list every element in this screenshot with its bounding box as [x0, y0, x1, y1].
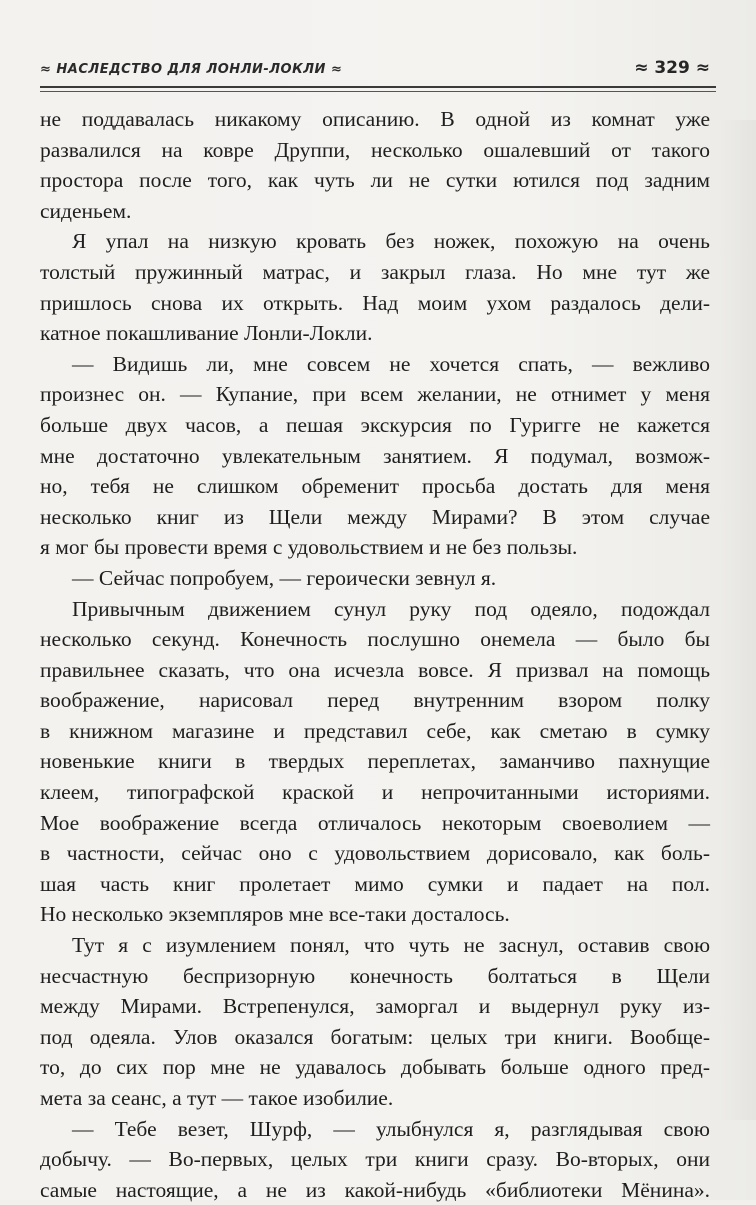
text-line: простора после того, как чуть ли не сутки ютился под задним	[40, 168, 710, 193]
text-line: новенькие книги в твердых переплетах, заманчиво пахнущие	[40, 749, 710, 774]
text-line: Мое воображение всегда отличалось некоторым своеволием —	[40, 810, 710, 835]
body-text	[40, 104, 710, 1205]
text-line: не поддавалась никакому описанию. В одной из комнат уже	[40, 107, 710, 131]
header-rule-thin	[40, 91, 716, 92]
text-line: катное покашливание Лонли-Локли.	[40, 321, 373, 346]
text-line: Тут я с изумлением понял, что чуть не заснул, оставив свою	[72, 933, 710, 958]
text-line: толстый пружинный матрас, и закрыл глаза. Но мне тут же	[40, 259, 710, 284]
text-line: пришлось снова их открыть. Над моим ухом раздалось дели-	[40, 290, 710, 315]
text-line: развалился на ковре Друппи, несколько ошалевший от такого	[40, 137, 710, 162]
text-line: мне достаточно увлекательным занятием. Я подумал, возмож-	[40, 443, 710, 468]
text-line: произнес он. — Купание, при всем желании, не отнимет у меня	[40, 382, 710, 407]
text-line: между Мирами. Встрепенулся, заморгал и выдернул руку из-	[40, 994, 710, 1019]
text-line: — Тебе везет, Шурф, — улыбнулся я, разглядывая свою	[72, 1116, 710, 1141]
running-head: ≈ НАСЛЕДСТВО ДЛЯ ЛОНЛИ-ЛОКЛИ ≈	[40, 62, 343, 77]
text-line: Но несколько экземпляров мне все-таки досталось.	[40, 902, 510, 927]
header-rule	[40, 86, 716, 88]
text-line: правильнее сказать, что она исчезла вовсе. Я призвал на помощь	[40, 657, 710, 682]
text-line: добычу. — Во-первых, целых три книги сразу. Во-вторых, они	[40, 1147, 710, 1172]
text-line: — Видишь ли, мне совсем не хочется спать, — вежливо	[72, 351, 710, 376]
text-line: больше двух часов, а пешая экскурсия по Гуригге не кажется	[40, 412, 710, 437]
text-line: воображение, нарисовал перед внутренним взором полку	[40, 688, 710, 713]
text-line: то, до сих пор мне не удавалось добывать больше одного пред-	[40, 1055, 710, 1080]
text-line: под одеяла. Улов оказался богатым: целых три книги. Вообще-	[40, 1024, 710, 1049]
text-line: несколько книг из Щели между Мирами? В этом случае	[40, 504, 710, 529]
page-number: ≈ 329 ≈	[634, 58, 710, 78]
text-line: в частности, сейчас оно с удовольствием дорисовало, как боль-	[40, 841, 710, 866]
text-line: Привычным движением сунул руку под одеяло, подождал	[72, 596, 710, 621]
page-edge-shadow	[716, 120, 756, 1120]
text-line: самые настоящие, а не из какой-нибудь «библиотеки Мёнина».	[40, 1177, 710, 1202]
page-header	[40, 56, 716, 96]
text-line: — Сейчас попробуем, — героически зевнул я.	[72, 565, 497, 590]
text-line: я мог бы провести время с удовольствием и не без пользы.	[40, 535, 578, 560]
text-line: шая часть книг пролетает мимо сумки и падает на пол.	[40, 871, 710, 896]
text-line: несчастную беспризорную конечность болтаться в Щели	[40, 963, 710, 988]
text-line: в книжном магазине и представил себе, как сметаю в сумку	[40, 718, 710, 743]
text-line: но, тебя не слишком обременит просьба достать для меня	[40, 474, 710, 499]
text-line: клеем, типографской краской и непрочитанными историями.	[40, 780, 710, 805]
text-line: Я упал на низкую кровать без ножек, похожую на очень	[72, 229, 710, 254]
text-line: сиденьем.	[40, 198, 132, 223]
text-line: несколько секунд. Конечность послушно онемела — было бы	[40, 627, 710, 652]
text-line: мета за сеанс, а тут — такое изобилие.	[40, 1086, 394, 1110]
